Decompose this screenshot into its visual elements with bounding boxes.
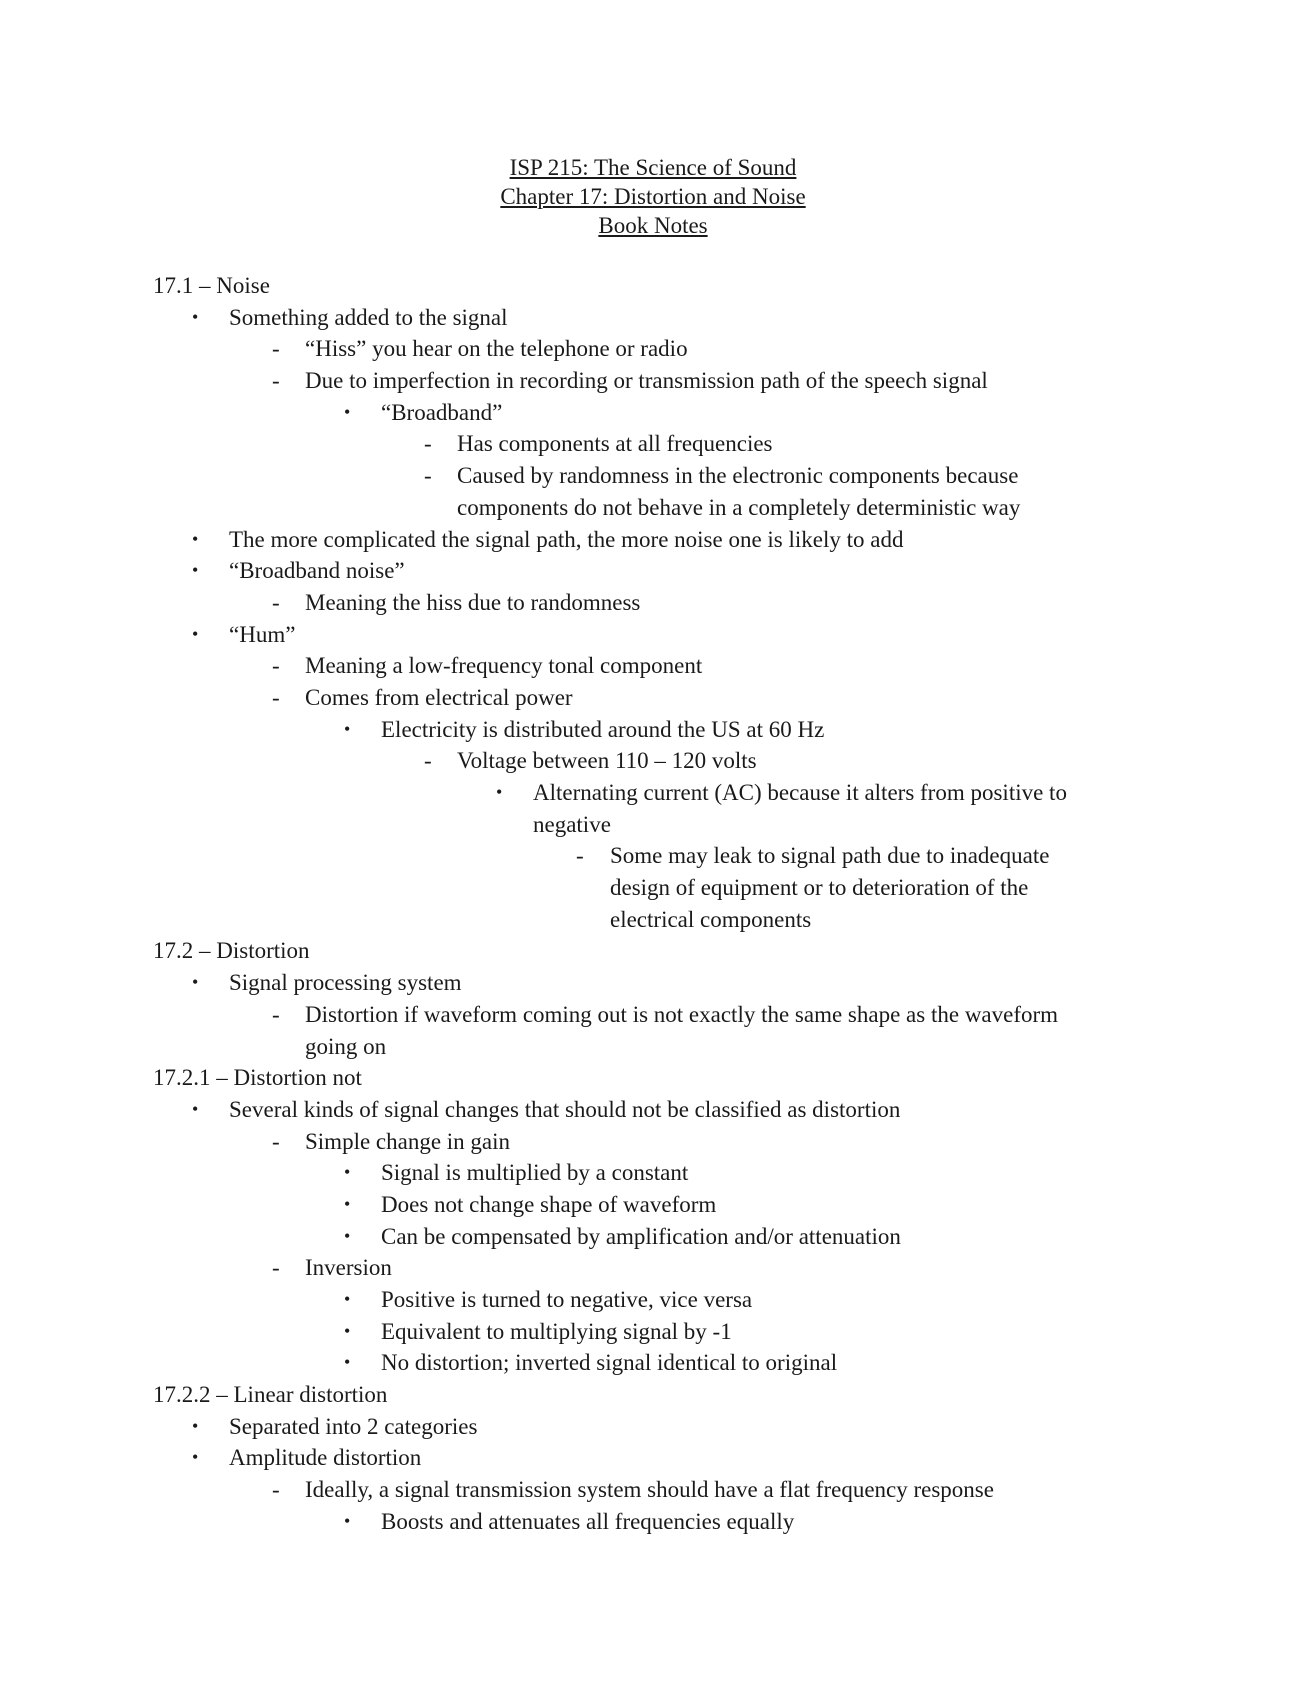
dash-icon: -: [272, 1255, 280, 1281]
dash-icon: -: [272, 589, 280, 615]
outline-item-continuation: going on: [305, 1033, 387, 1059]
outline-item: - Due to imperfection in recording or transmission path of the speech signal: [0, 365, 1306, 397]
outline-item-continuation: design of equipment or to deterioration of the: [610, 875, 1029, 901]
notes-subtitle: Book Notes: [598, 213, 708, 238]
dash-icon: -: [424, 431, 432, 457]
outline-item: • Signal processing system: [0, 967, 1306, 999]
outline-item: • Equivalent to multiplying signal by -1: [0, 1316, 1306, 1348]
outline-item: • Amplitude distortion: [0, 1442, 1306, 1474]
dash-icon: -: [272, 368, 280, 394]
bullet-icon: •: [344, 1510, 351, 1531]
bullet-icon: •: [192, 1415, 199, 1436]
bullet-icon: •: [344, 401, 351, 422]
bullet-icon: •: [344, 1193, 351, 1214]
section-heading: 17.2.1 – Distortion not: [153, 1065, 362, 1091]
outline-item: • Does not change shape of waveform: [0, 1189, 1306, 1221]
bullet-icon: •: [192, 623, 199, 644]
outline-item: - Some may leak to signal path due to inadequate: [0, 840, 1306, 872]
document-header: [0, 153, 1306, 240]
outline-item: • Signal is multiplied by a constant: [0, 1157, 1306, 1189]
chapter-title: Chapter 17: Distortion and Noise: [500, 184, 806, 209]
outline-item: - Distortion if waveform coming out is not exactly the same shape as the waveform: [0, 999, 1306, 1031]
dash-icon: -: [424, 463, 432, 489]
section-heading: 17.1 – Noise: [153, 273, 270, 298]
outline-item-continuation: components do not behave in a completely deterministic way: [457, 494, 1021, 520]
outline-item-continuation: electrical components: [610, 906, 812, 932]
outline-item: • “Hum”: [0, 619, 1306, 651]
bullet-icon: •: [344, 1289, 351, 1309]
bullet-icon: •: [192, 1098, 199, 1119]
bullet-icon: •: [496, 782, 503, 802]
bullet-icon: •: [192, 528, 199, 549]
dash-icon: -: [272, 684, 280, 710]
bullet-icon: •: [344, 1225, 351, 1246]
course-title: ISP 215: The Science of Sound: [509, 155, 797, 180]
outline-item: • Alternating current (AC) because it alters from positive to: [0, 777, 1306, 809]
bullet-icon: •: [192, 306, 199, 327]
outline-item: - Comes from electrical power: [0, 682, 1306, 714]
notes-outline: [0, 270, 1306, 1538]
outline-item: • Separated into 2 categories: [0, 1411, 1306, 1443]
outline-item-continuation: negative: [533, 811, 611, 837]
outline-item: - Meaning a low-frequency tonal component: [0, 650, 1306, 682]
outline-item: - Has components at all frequencies: [0, 428, 1306, 460]
outline-item: - Ideally, a signal transmission system should have a flat frequency response: [0, 1474, 1306, 1506]
dash-icon: -: [272, 1001, 280, 1027]
outline-item: • No distortion; inverted signal identical to original: [0, 1347, 1306, 1379]
outline-item: - “Hiss” you hear on the telephone or radio: [0, 333, 1306, 365]
bullet-icon: •: [192, 1447, 199, 1468]
dash-icon: -: [272, 1477, 280, 1503]
outline-item: • Positive is turned to negative, vice versa: [0, 1284, 1306, 1316]
dash-icon: -: [272, 1128, 280, 1154]
bullet-icon: •: [344, 1162, 351, 1183]
section-heading: 17.2 – Distortion: [153, 938, 310, 964]
outline-item: • The more complicated the signal path, the more noise one is likely to add: [0, 524, 1306, 556]
outline-item: • “Broadband”: [0, 397, 1306, 429]
bullet-icon: •: [344, 1352, 351, 1373]
outline-item: • Something added to the signal: [0, 302, 1306, 334]
outline-item: • “Broadband noise”: [0, 555, 1306, 587]
outline-item: - Voltage between 110 – 120 volts: [0, 745, 1306, 777]
outline-item: - Simple change in gain: [0, 1126, 1306, 1158]
outline-item: - Meaning the hiss due to randomness: [0, 587, 1306, 619]
dash-icon: -: [576, 843, 584, 869]
outline-item: • Electricity is distributed around the US at 60 Hz: [0, 714, 1306, 746]
outline-item: • Several kinds of signal changes that should not be classified as distortion: [0, 1094, 1306, 1126]
bullet-icon: •: [344, 1320, 351, 1341]
outline-item: - Inversion: [0, 1252, 1306, 1284]
section-heading: 17.2.2 – Linear distortion: [153, 1382, 388, 1408]
outline-item: • Can be compensated by amplification and/or attenuation: [0, 1221, 1306, 1253]
dash-icon: -: [272, 653, 280, 679]
dash-icon: -: [424, 748, 432, 774]
dash-icon: -: [272, 336, 280, 362]
bullet-icon: •: [192, 972, 199, 993]
outline-item: • Boosts and attenuates all frequencies equally: [0, 1506, 1306, 1538]
bullet-icon: •: [192, 560, 199, 581]
outline-item: - Caused by randomness in the electronic components because: [0, 460, 1306, 492]
bullet-icon: •: [344, 718, 351, 739]
